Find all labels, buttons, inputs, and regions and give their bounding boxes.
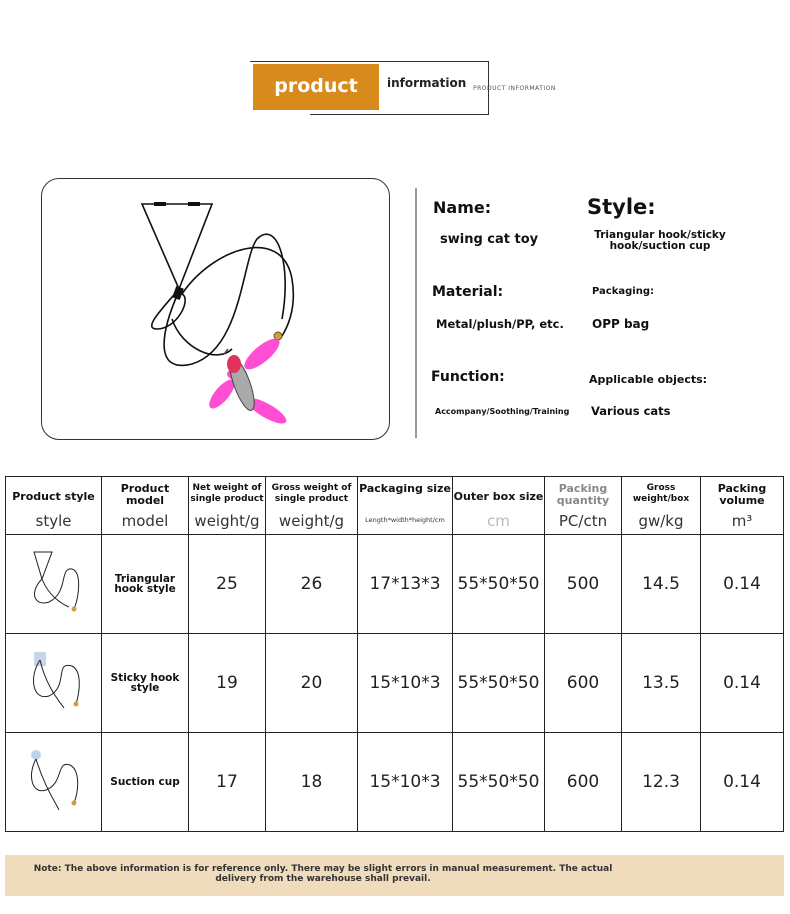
packaging-size-cell: 15*10*3	[358, 634, 453, 733]
volume-cell: 0.14	[701, 535, 784, 634]
packaging-value: OPP bag	[592, 317, 650, 331]
name-value: swing cat toy	[440, 232, 539, 247]
gross-weight-cell: 18	[266, 733, 358, 832]
table-row	[6, 733, 784, 832]
product-image-frame	[41, 178, 390, 440]
table-row	[6, 634, 784, 733]
packaging-label: Packaging:	[592, 286, 654, 297]
style-image-cell	[6, 535, 102, 634]
packaging-size-cell: 15*10*3	[358, 733, 453, 832]
style-image-cell	[6, 634, 102, 733]
sticky-hook-icon	[24, 646, 84, 716]
net-weight-cell: 19	[189, 634, 266, 733]
model-cell: Sticky hook style	[102, 634, 189, 733]
net-weight-cell: 17	[189, 733, 266, 832]
header-info-label: information	[387, 76, 467, 90]
quantity-cell: 600	[545, 733, 622, 832]
table-row	[6, 535, 784, 634]
packaging-size-cell: 17*13*3	[358, 535, 453, 634]
spec-table-grid	[5, 476, 784, 832]
header-cell: Product style style	[6, 477, 102, 535]
material-label: Material:	[432, 284, 504, 300]
box-size-cell: 55*50*50	[453, 535, 545, 634]
model-cell: Suction cup	[102, 733, 189, 832]
model-cell: Triangular hook style	[102, 535, 189, 634]
function-value: Accompany/Soothing/Training	[435, 407, 570, 416]
applicable-value: Various cats	[591, 404, 671, 418]
style-label: Style:	[587, 195, 656, 219]
gross-weight-box-cell: 13.5	[622, 634, 701, 733]
gross-weight-box-cell: 14.5	[622, 535, 701, 634]
gross-weight-box-cell: 12.3	[622, 733, 701, 832]
volume-cell: 0.14	[701, 634, 784, 733]
style-value: Triangular hook/sticky hook/suction cup	[594, 229, 726, 252]
header-title: product	[274, 75, 358, 97]
style-image-cell	[6, 733, 102, 832]
box-size-cell: 55*50*50	[453, 733, 545, 832]
table-header-row	[6, 477, 784, 535]
gross-weight-cell: 20	[266, 634, 358, 733]
footer-note-text: Note: The above information is for reference only. There may be slight errors in manual measurement. The actual delivery from the warehouse shall prevail.	[33, 864, 613, 884]
footer-note	[5, 855, 784, 896]
header-cell: Packing quantity PC/ctn	[545, 477, 622, 535]
volume-cell: 0.14	[701, 733, 784, 832]
header-cell: Outer box size cm	[453, 477, 545, 535]
header-cell: Packaging size Length*width*height/cm	[358, 477, 453, 535]
material-value: Metal/plush/PP, etc.	[436, 317, 564, 331]
vertical-divider	[415, 188, 417, 438]
name-label: Name:	[433, 198, 492, 217]
suction-cup-icon	[24, 745, 84, 815]
gross-weight-cell: 26	[266, 535, 358, 634]
box-size-cell: 55*50*50	[453, 634, 545, 733]
header-cell: Net weight of single product weight/g	[189, 477, 266, 535]
header-cell: Gross weight/box gw/kg	[622, 477, 701, 535]
header-cell: Gross weight of single product weight/g	[266, 477, 358, 535]
triangular-hook-icon	[24, 547, 84, 617]
cat-toy-icon	[42, 179, 389, 439]
net-weight-cell: 25	[189, 535, 266, 634]
header-subtitle: PRODUCT INFORMATION	[473, 85, 556, 92]
applicable-label: Applicable objects:	[589, 373, 708, 386]
quantity-cell: 600	[545, 634, 622, 733]
header-cell: Product model model	[102, 477, 189, 535]
header-cell: Packing volume m³	[701, 477, 784, 535]
function-label: Function:	[431, 369, 505, 385]
quantity-cell: 500	[545, 535, 622, 634]
